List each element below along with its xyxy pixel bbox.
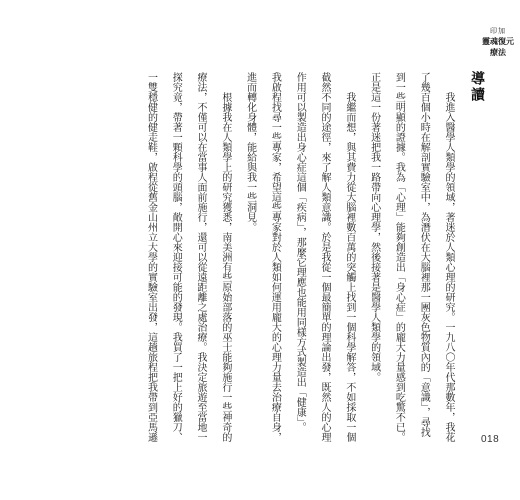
text-column: 到一些明顯的證據。我為「心理」能夠創造出「身心症」的龐大力量感到吃驚不已。 bbox=[393, 72, 405, 442]
page-number: 018 bbox=[481, 434, 500, 445]
section-title: 導讀 bbox=[469, 71, 485, 103]
text-column: 我繼而想，與其費力從大腦裡數百萬的突觸上找到一個科學解答，不如採取一個 bbox=[343, 92, 355, 442]
text-column: 我啟程找尋一些專家，希望這些專家對於人類如何運用龐大的心理力量去治療自身， bbox=[269, 72, 281, 442]
text-column: 了幾百個小時在解剖實驗室中，為潛伏在大腦裡那一團灰色物質內的「意識」，尋找 bbox=[418, 72, 430, 437]
body-text bbox=[137, 72, 460, 444]
text-column: 一雙穩健的健走鞋，啟程從舊金山州立大學的實驗室出發，這趟旅程把我帶到亞馬遜 bbox=[145, 72, 157, 442]
text-column: 療法，不僅可以在當事人面前施行，還可以從遠距離之處治療。我決定旅遊至當地一 bbox=[195, 72, 207, 442]
text-column: 根據我在人類學上的研究獲悉，南美洲有些原始部落的巫士能夠施行一些神奇的 bbox=[219, 92, 231, 442]
book-title-line-1: 靈魂復元 bbox=[482, 36, 514, 46]
text-column: 我進入醫學人類學的領域，著迷於人類心理的研究。一九八〇年代那數年，我花 bbox=[443, 92, 454, 442]
text-column: 探究竟，帶著一顆科學的頭腦，敞開心來迎接可能的發現。我買了一把上好的獵刀、 bbox=[170, 72, 182, 442]
running-header bbox=[480, 26, 516, 58]
text-column: 截然不同的途徑，來了解人類意識。於是我從一個最簡單的理論出發，既然人的心理 bbox=[319, 72, 331, 442]
text-column: 進而轉化身體，能給與我一些洞見。 bbox=[244, 72, 256, 232]
book-series-label: 印加 bbox=[490, 27, 506, 35]
text-column: 作用可以製造出身心症這個「疾病」，那麼它理應也能用同樣方式製造出「健康」。 bbox=[294, 72, 306, 432]
text-column: 正是這一份著迷把我一路帶向心理學，然後接著是醫學人類學的領域。 bbox=[368, 72, 380, 382]
book-title-line-2: 療法 bbox=[490, 47, 506, 57]
